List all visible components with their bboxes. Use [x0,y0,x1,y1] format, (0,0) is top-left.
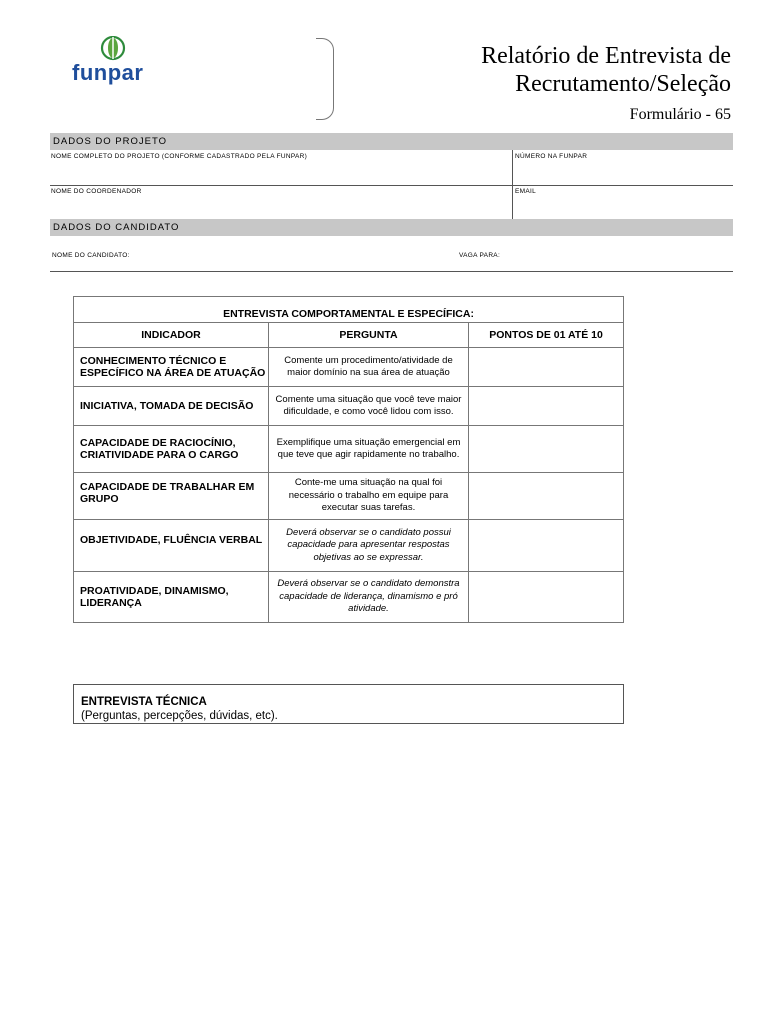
pontos-cell[interactable] [469,572,624,623]
projeto-row-line [50,185,733,186]
table-row [74,473,624,520]
title-line-2: Recrutamento/Seleção [515,71,731,97]
email-label: EMAIL [515,188,537,195]
table-row [74,426,624,473]
entrevista-table [73,296,624,623]
entrevista-tecnica-box[interactable] [73,684,624,724]
nome-candidato-label: NOME DO CANDIDATO: [52,252,130,259]
numero-funpar-label: NÚMERO NA FUNPAR [515,153,588,160]
indicador-cell: PROATIVIDADE, DINAMISMO, LIDERANÇA [74,572,269,623]
entrevista-title: ENTREVISTA COMPORTAMENTAL E ESPECÍFICA: [74,297,624,323]
indicador-cell: INICIATIVA, TOMADA DE DECISÃO [74,387,269,426]
pergunta-cell: Deverá observar se o candidato demonstra capacidade de liderança, dinamismo e pró atividade. [269,572,469,623]
candidato-row-line [50,271,733,272]
funpar-logo [50,36,184,86]
tecnica-title: ENTREVISTA TÉCNICA [81,696,207,708]
indicador-cell: CAPACIDADE DE RACIOCÍNIO, CRIATIVIDADE PARA O CARGO [74,426,269,473]
pergunta-cell: Deverá observar se o candidato possui capacidade para apresentar respostas objetivas ao se expressar. [269,520,469,572]
table-row [74,572,624,623]
form-number: Formulário - 65 [629,106,731,123]
title-line-1: Relatório de Entrevista de [481,43,731,69]
table-row [74,348,624,387]
header-indicador: INDICADOR [74,323,269,348]
indicador-cell: CONHECIMENTO TÉCNICO E ESPECÍFICO NA ÁREA DE ATUAÇÃO [74,348,269,387]
logo-wordmark: funpar [72,60,144,85]
pontos-cell[interactable] [469,387,624,426]
page-title [481,42,731,98]
funpar-logo-icon [100,36,160,62]
header-bracket [316,38,334,120]
header-pontos: PONTOS DE 01 ATÉ 10 [469,323,624,348]
pergunta-cell: Conte-me uma situação na qual foi necessário o trabalho em equipe para executar suas tarefas. [269,473,469,520]
header-pergunta: PERGUNTA [269,323,469,348]
pontos-cell[interactable] [469,426,624,473]
coordenador-label: NOME DO COORDENADOR [51,188,142,195]
vaga-label: VAGA PARA: [459,252,501,259]
pontos-cell[interactable] [469,348,624,387]
section-dados-projeto: DADOS DO PROJETO [50,133,733,150]
tecnica-subtitle: (Perguntas, percepções, dúvidas, etc). [81,710,278,722]
pergunta-cell: Comente um procedimento/atividade de maior domínio na sua área de atuação [269,348,469,387]
pontos-cell[interactable] [469,520,624,572]
pergunta-cell: Exemplifique uma situação emergencial em que teve que agir rapidamente no trabalho. [269,426,469,473]
table-row [74,520,624,572]
pontos-cell[interactable] [469,473,624,520]
pergunta-cell: Comente uma situação que você teve maior dificuldade, e como você lidou com isso. [269,387,469,426]
indicador-cell: OBJETIVIDADE, FLUÊNCIA VERBAL [74,520,269,572]
indicador-cell: CAPACIDADE DE TRABALHAR EM GRUPO [74,473,269,520]
table-row [74,387,624,426]
nome-projeto-label: NOME COMPLETO DO PROJETO (CONFORME CADASTRADO PELA FUNPAR) [51,153,308,160]
section-dados-candidato: DADOS DO CANDIDATO [50,219,733,236]
